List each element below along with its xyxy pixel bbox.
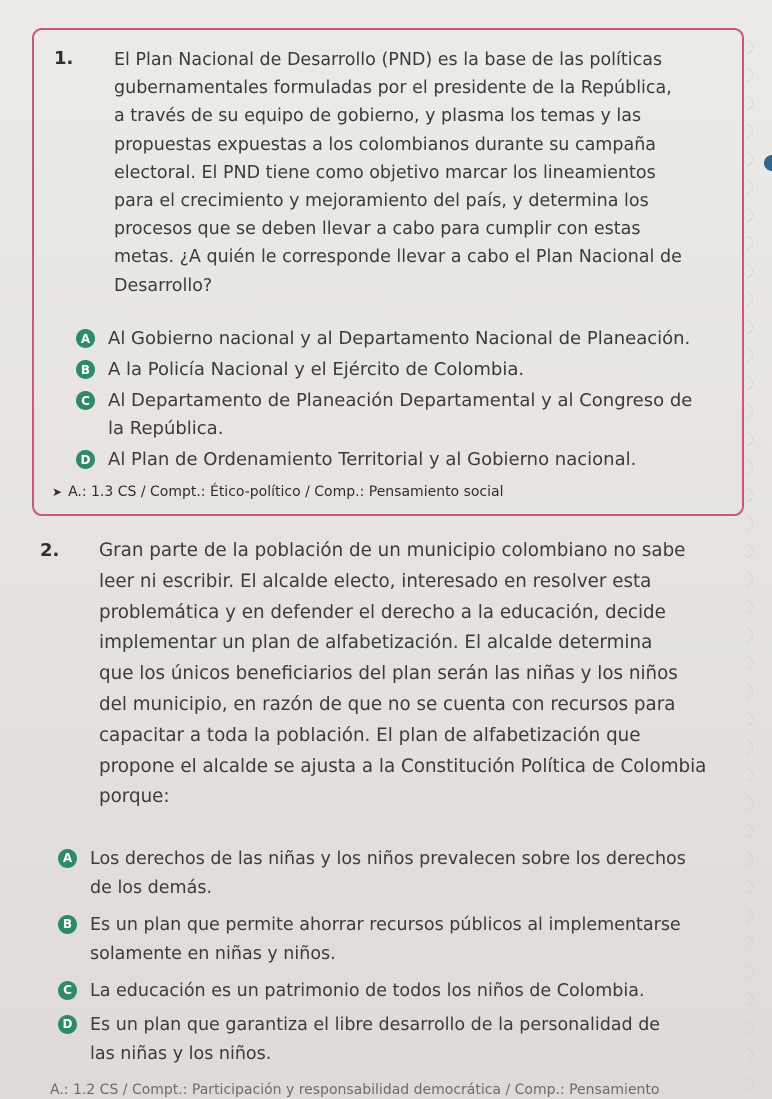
edge-marker: [764, 155, 772, 171]
competency-text: A.: 1.3 CS / Compt.: Ético-político / Comp.: Pensamiento social: [68, 484, 504, 500]
q2-option-a[interactable]: [62, 845, 745, 902]
option-text: Es un plan que garantiza el libre desarrollo de la personalidad de: [90, 1015, 661, 1035]
option-text: Al Plan de Ordenamiento Territorial y al Gobierno nacional.: [108, 449, 637, 470]
q1-option-c[interactable]: [81, 387, 728, 443]
question-1-number: 1.: [54, 48, 74, 69]
q2-option-c[interactable]: [63, 977, 745, 1006]
question-2-number: 2.: [40, 540, 60, 561]
option-letter-badge: C: [58, 981, 77, 1000]
option-text: de los demás.: [90, 877, 213, 898]
page-curl-edge: [746, 40, 760, 1090]
option-text: las niñas y los niños.: [90, 1043, 272, 1064]
q2-line: problemática y en defender el derecho a la educación, decide: [99, 601, 666, 623]
q1-line: El Plan Nacional de Desarrollo (PND) es la base de las políticas: [114, 50, 663, 70]
option-letter-badge: D: [76, 450, 95, 469]
q2-line: que los únicos beneficiarios del plan serán las niñas y los niños: [99, 663, 678, 685]
option-letter-badge: A: [76, 329, 95, 348]
q1-line: Desarrollo?: [114, 275, 213, 296]
q2-option-b[interactable]: [62, 911, 745, 968]
question-2-competency: A.: 1.2 CS / Compt.: Participación y responsabilidad democrática / Comp.: Pensamiento: [50, 1082, 660, 1098]
question-1-competency: [52, 484, 503, 500]
q1-line: electoral. El PND tiene como objetivo marcar los lineamientos: [114, 162, 656, 183]
q2-option-d[interactable]: [62, 1011, 745, 1068]
option-text: A la Policía Nacional y el Ejército de Colombia.: [108, 359, 525, 380]
q1-line: gubernamentales formuladas por el presidente de la República,: [114, 78, 672, 99]
q1-line: a través de su equipo de gobierno, y plasma los temas y las: [114, 106, 642, 127]
arrow-icon: ➤: [52, 485, 63, 499]
option-text: Los derechos de las niñas y los niños prevalecen sobre los derechos: [90, 849, 686, 869]
q1-line: procesos que se deben llevar a cabo para cumplir con estas: [114, 219, 641, 240]
q2-line: leer ni escribir. El alcalde electo, interesado en resolver esta: [99, 570, 652, 592]
q2-line: del municipio, en razón de que no se cuenta con recursos para: [99, 693, 676, 715]
q2-line: capacitar a toda la población. El plan de alfabetización que: [99, 724, 641, 746]
q2-line: porque:: [99, 786, 170, 808]
q1-option-d[interactable]: [80, 446, 728, 474]
option-letter-badge: B: [76, 360, 95, 379]
q1-line: propuestas expuestas a los colombianos durante su campaña: [114, 134, 657, 155]
question-2-text: [99, 536, 739, 813]
q2-line: propone el alcalde se ajusta a la Constitución Política de Colombia: [99, 755, 707, 777]
option-text: Al Departamento de Planeación Departamental y al Congreso de: [108, 390, 693, 411]
option-letter-badge: B: [58, 915, 77, 934]
q1-line: para el crecimiento y mejoramiento del país, y determina los: [114, 191, 649, 212]
option-letter-badge: D: [58, 1015, 77, 1034]
q2-line: Gran parte de la población de un municipio colombiano no sabe: [99, 540, 686, 561]
option-letter-badge: A: [58, 849, 77, 868]
option-text: solamente en niñas y niños.: [90, 943, 336, 964]
option-text: La educación es un patrimonio de todos los niños de Colombia.: [90, 981, 645, 1001]
question-1-text: [114, 46, 714, 300]
q2-line: implementar un plan de alfabetización. El alcalde determina: [99, 632, 653, 654]
option-letter-badge: C: [76, 391, 95, 410]
q1-line: metas. ¿A quién le corresponde llevar a cabo el Plan Nacional de: [114, 247, 682, 268]
option-text: Al Gobierno nacional y al Departamento Nacional de Planeación.: [108, 328, 691, 349]
q1-option-a[interactable]: [80, 325, 728, 353]
option-text: Es un plan que permite ahorrar recursos públicos al implementarse: [90, 915, 681, 935]
q1-option-b[interactable]: [80, 356, 728, 384]
option-text: la República.: [108, 418, 224, 439]
